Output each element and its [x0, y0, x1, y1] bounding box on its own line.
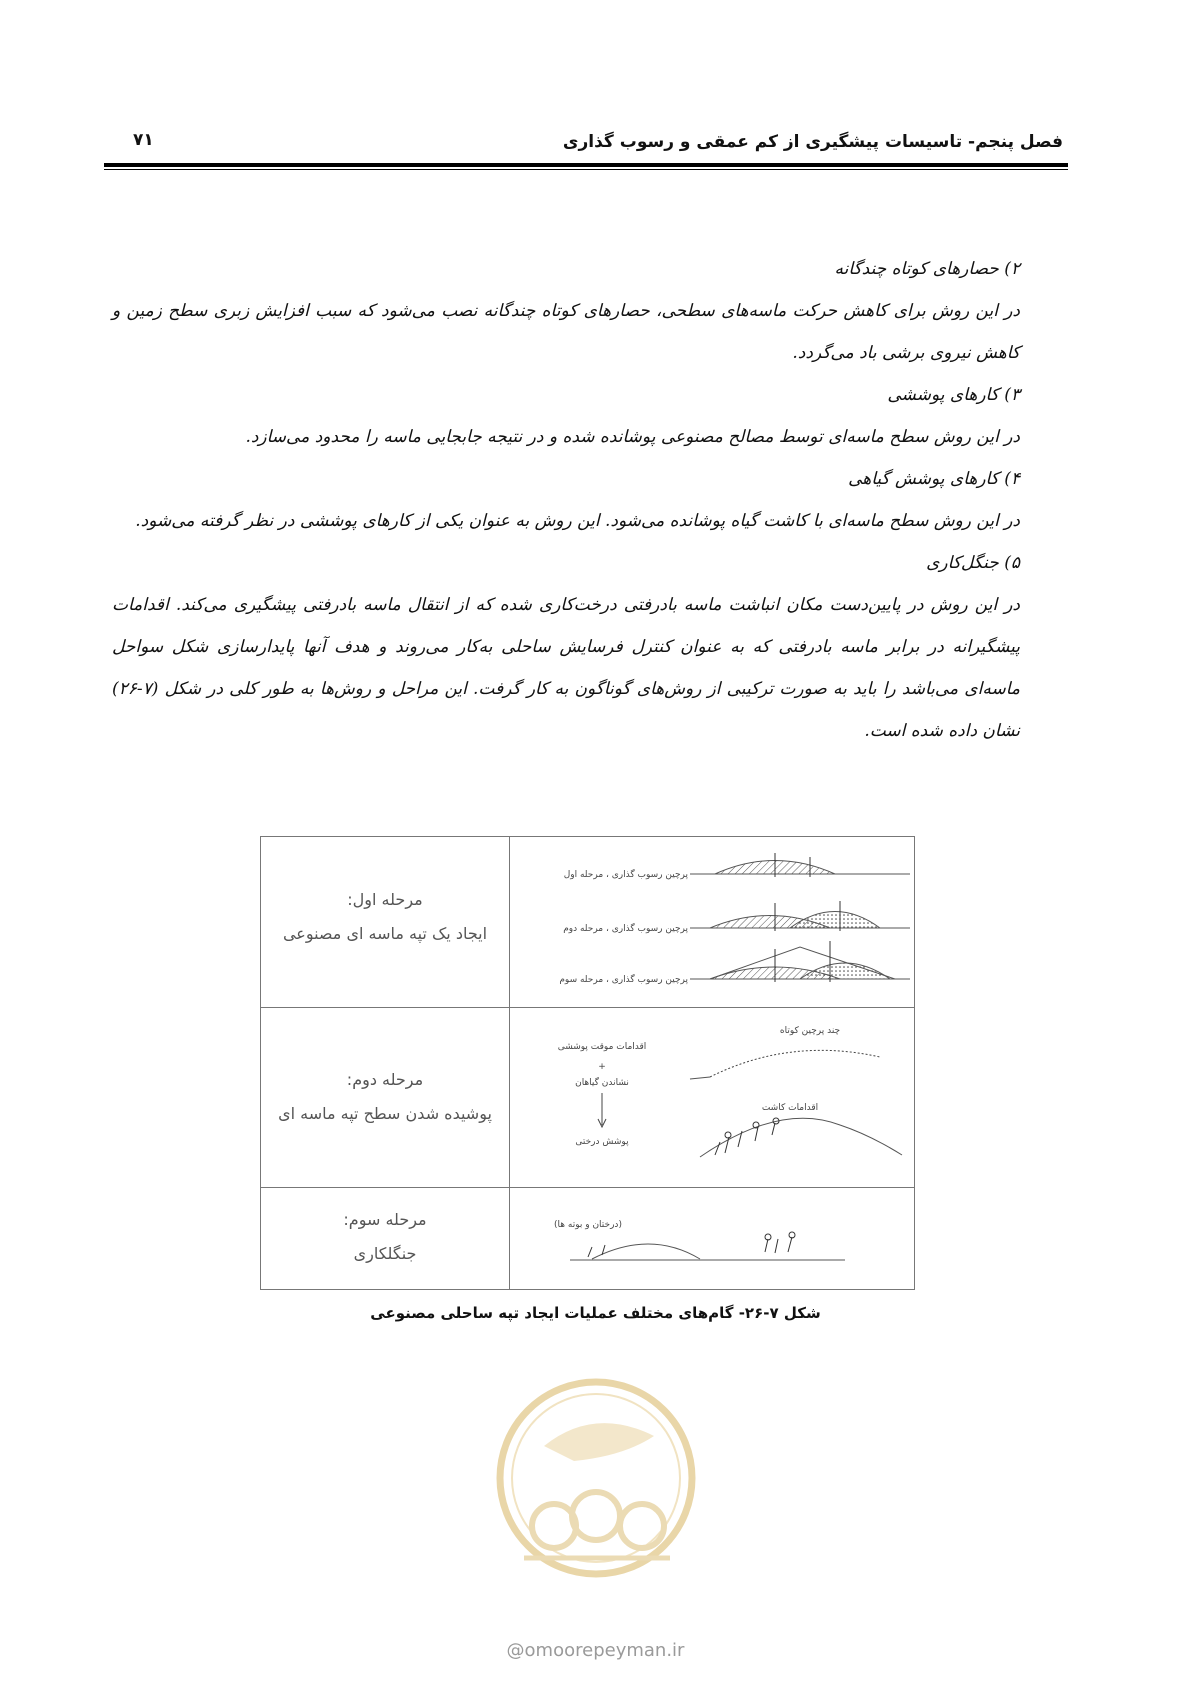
stage-2-title: مرحله دوم: [346, 1070, 424, 1089]
stage-2-label-planting-measures: اقدامات کاشت [761, 1103, 819, 1113]
heading-vegetation-cover: ۴) کارهای پوشش گیاهی [848, 469, 1020, 489]
stage-1-desc: ایجاد یک تپه ماسه ای مصنوعی [282, 924, 488, 943]
header-rule-thick [104, 163, 1068, 167]
body-text [112, 248, 1020, 752]
page-title: فصل پنجم- تاسیسات پیشگیری از کم عمقی و رسوب گذاری [562, 132, 1063, 152]
header-rule-thin [104, 169, 1068, 170]
paragraph-afforestation: در این روش در پایین‌دست مکان انباشت ماسه بادرفتی درخت‌کاری شده که از انتقال ماسه بادرفتی پیشگیری می‌کند. اقدامات پیشگیرانه در برابر ماسه بادرفتی که به عنوان کنترل فرسایش ساحلی به‌کار می‌روند و هدف آنها پایدارسازی شکل سواحل ماسه‌ای می‌باشد را باید به صورت ترکیبی از روش‌های گوناگون به کار گرفت. این مراحل و روش‌ها به طور کلی در شکل (۷-۲۶) نشان داده شده است. [112, 595, 1020, 741]
stage-1-label-1: پرچین رسوب گذاری ، مرحله اول [563, 870, 688, 880]
stage-row-3 [261, 1187, 914, 1289]
stage-row-1 [261, 837, 914, 1008]
dune-stages-figure [260, 836, 915, 1290]
paragraph-fences: در این روش برای کاهش حرکت ماسه‌های سطحی، حصارهای کوتاه چندگانه نصب می‌شود که سبب افزایش زبری سطح زمین و کاهش نیروی برشی باد می‌گردد. [112, 301, 1020, 363]
stage-2-label-short-fences: چند پرچین کوتاه [779, 1026, 841, 1036]
stage-1-label-2: پرچین رسوب گذاری ، مرحله دوم [563, 924, 688, 934]
stage-3-desc: جنگلکاری [353, 1244, 417, 1263]
stage-1-sketch [510, 837, 914, 1007]
stage-1-text [261, 883, 509, 951]
paragraph-vegetation: در این روش سطح ماسه‌ای با کاشت گیاه پوشانده می‌شود. این روش به عنوان یکی از کارهای پوششی در نظر گرفته می‌شود. [135, 511, 1020, 531]
stage-3-label-trees: (درختان و بوته ها) [554, 1220, 622, 1230]
stage-1-label-3: پرچین رسوب گذاری ، مرحله سوم [559, 975, 688, 985]
stage-2-label-tree-cover: پوشش درختی [575, 1137, 629, 1147]
figure-caption: شکل ۷-۲۶- گام‌های مختلف عملیات ایجاد تپه ساحلی مصنوعی [370, 1304, 821, 1322]
stage-2-desc: پوشیده شدن سطح تپه ماسه ای [278, 1104, 492, 1123]
heading-multiple-short-fences: ۲) حصارهای کوتاه چندگانه [834, 259, 1020, 279]
heading-covering-works: ۳) کارهای پوششی [887, 385, 1020, 405]
page-number: ۷۱ [133, 130, 154, 150]
omoorepeyman-seal-logo [494, 1376, 698, 1580]
watermark-site: @omoorepeyman.ir [506, 1640, 685, 1661]
stage-3-text [261, 1203, 509, 1271]
stage-3-title: مرحله سوم: [343, 1210, 427, 1229]
stage-2-sketch [510, 1007, 914, 1187]
stage-2-label-planting: نشاندن گیاهان [575, 1078, 629, 1088]
stage-row-2 [261, 1007, 914, 1188]
heading-afforestation: ۵) جنگل‌کاری [926, 553, 1020, 573]
stage-3-sketch [510, 1187, 914, 1289]
stage-1-title: مرحله اول: [347, 890, 423, 909]
stage-2-text [261, 1063, 509, 1131]
stage-2-label-plus: + [598, 1062, 606, 1072]
paragraph-covering: در این روش سطح ماسه‌ای توسط مصالح مصنوعی پوشانده شده و در نتیجه جابجایی ماسه را محدود می‌سازد. [245, 427, 1020, 447]
stage-2-label-temp-cover: اقدامات موقت پوششی [557, 1042, 647, 1052]
